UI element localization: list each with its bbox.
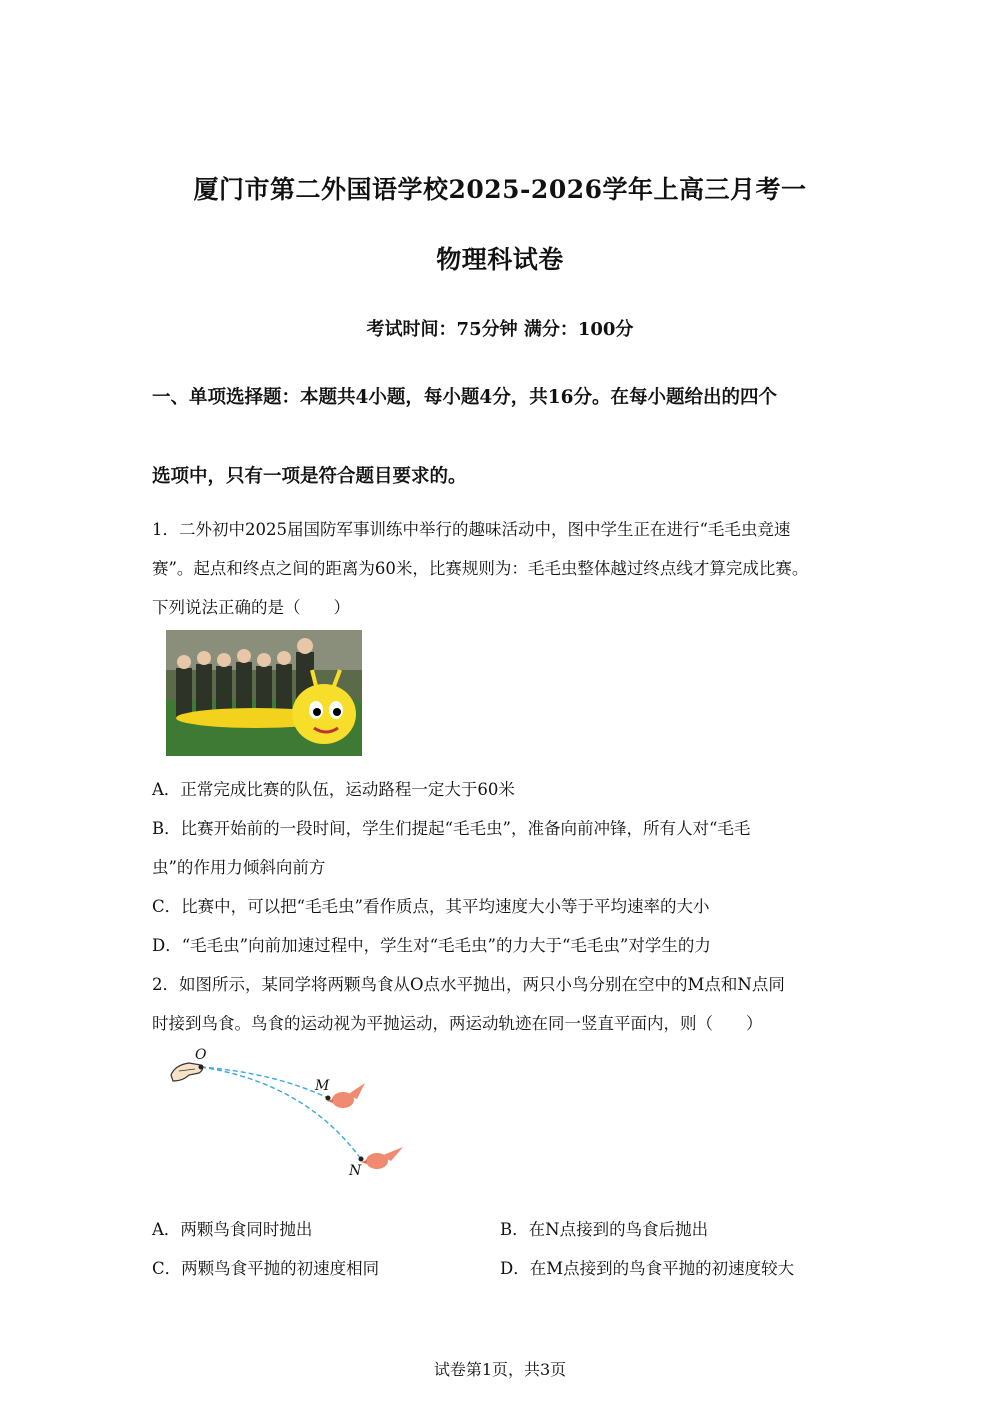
section-heading-line1: 一、单项选择题：本题共4小题，每小题4分，共16分。在每小题给出的四个 <box>152 387 777 408</box>
q1-option-b-line1: B．比赛开始前的一段时间，学生们提起“毛毛虫”，准备向前冲锋，所有人对“毛毛 <box>152 819 751 838</box>
exam-title-line1: 厦门市第二外国语学校2025-2026学年上高三月考一 <box>193 175 807 204</box>
q1-stem-line3: 下列说法正确的是（ ） <box>152 598 350 617</box>
caterpillar-race-photo <box>166 630 362 756</box>
q1-stem-line2: 赛”。起点和终点之间的距离为60米，比赛规则为：毛毛虫整体越过终点线才算完成比赛。 <box>152 559 809 578</box>
q2-option-c: C．两颗鸟食平抛的初速度相同 <box>152 1259 380 1278</box>
exam-info: 考试时间：75分钟 满分：100分 <box>366 319 634 340</box>
q1-option-b-line2: 虫”的作用力倾斜向前方 <box>152 858 326 877</box>
q1-stem-line1: 1．二外初中2025届国防军事训练中举行的趣味活动中，图中学生正在进行“毛毛虫竞速 <box>152 520 791 539</box>
point-m <box>326 1096 331 1101</box>
bird-icon <box>361 1147 403 1169</box>
q2-option-b: B．在N点接到的鸟食后抛出 <box>500 1220 709 1239</box>
section-heading-line2: 选项中，只有一项是符合题目要求的。 <box>152 466 467 487</box>
page-footer: 试卷第1页，共3页 <box>433 1360 567 1379</box>
point-o <box>199 1065 204 1070</box>
q2-option-d: D．在M点接到的鸟食平抛的初速度较大 <box>500 1259 795 1278</box>
q2-stem-line1: 2．如图所示，某同学将两颗鸟食从O点水平抛出，两只小鸟分别在空中的M点和N点同 <box>152 975 785 994</box>
point-n <box>359 1157 364 1162</box>
label-o: O <box>195 1047 207 1063</box>
q1-option-c: C．比赛中，可以把“毛毛虫”看作质点，其平均速度大小等于平均速率的大小 <box>152 897 710 916</box>
q2-stem-line2: 时接到鸟食。鸟食的运动视为平抛运动，两运动轨迹在同一竖直平面内，则（ ） <box>152 1014 763 1033</box>
trajectory-m <box>201 1067 328 1098</box>
q1-option-a: A．正常完成比赛的队伍，运动路程一定大于60米 <box>152 780 515 799</box>
hand-icon <box>171 1063 203 1081</box>
label-n: N <box>349 1163 362 1179</box>
q1-option-d: D．“毛毛虫”向前加速过程中，学生对“毛毛虫”的力大于“毛毛虫”对学生的力 <box>152 936 711 955</box>
projectile-diagram <box>165 1043 415 1183</box>
exam-title-line2: 物理科试卷 <box>436 245 564 274</box>
label-m: M <box>315 1078 330 1094</box>
bird-icon <box>327 1083 365 1108</box>
q2-option-a: A．两颗鸟食同时抛出 <box>152 1220 313 1239</box>
